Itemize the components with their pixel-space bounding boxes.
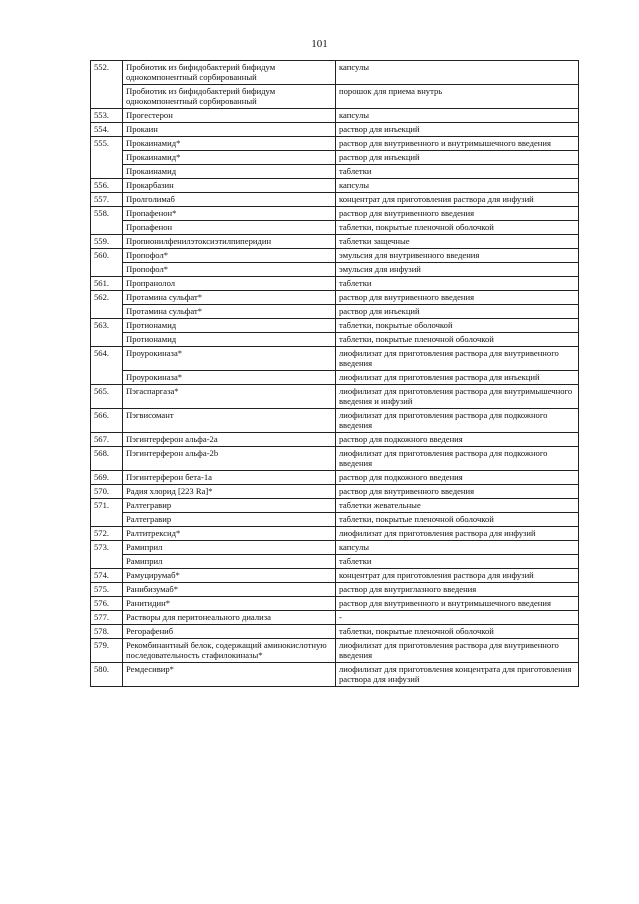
row-number: 561.	[91, 277, 123, 291]
row-number: 560.	[91, 249, 123, 277]
row-number: 578.	[91, 625, 123, 639]
dosage-form-cell: лиофилизат для приготовления раствора для инъекций	[336, 371, 579, 385]
drug-name-cell: Пропофол*	[123, 263, 336, 277]
drug-name-cell: Пропафенон	[123, 221, 336, 235]
dosage-form-cell: таблетки, покрытые пленочной оболочкой	[336, 513, 579, 527]
drug-name-cell: Прогестерон	[123, 109, 336, 123]
dosage-form-cell: таблетки	[336, 165, 579, 179]
dosage-form-cell: лиофилизат для приготовления раствора для внутривенного введения	[336, 639, 579, 663]
table-row	[91, 235, 579, 249]
row-number: 555.	[91, 137, 123, 179]
drug-name-cell: Пэгинтерферон альфа-2b	[123, 447, 336, 471]
dosage-form-cell: раствор для инъекций	[336, 123, 579, 137]
table-row	[91, 137, 579, 151]
table-row	[91, 151, 579, 165]
table-row	[91, 611, 579, 625]
table-row	[91, 471, 579, 485]
dosage-form-cell: концентрат для приготовления раствора для инфузий	[336, 193, 579, 207]
row-number: 553.	[91, 109, 123, 123]
table-row	[91, 541, 579, 555]
table-row	[91, 85, 579, 109]
row-number: 574.	[91, 569, 123, 583]
drug-name-cell: Пэгинтерферон бета-1a	[123, 471, 336, 485]
dosage-form-cell: раствор для подкожного введения	[336, 433, 579, 447]
drug-name-cell: Пропофол*	[123, 249, 336, 263]
table-row	[91, 625, 579, 639]
table-row	[91, 263, 579, 277]
row-number: 554.	[91, 123, 123, 137]
dosage-form-cell: капсулы	[336, 541, 579, 555]
table-row	[91, 291, 579, 305]
drug-name-cell: Прокаин	[123, 123, 336, 137]
dosage-form-cell: лиофилизат для приготовления раствора для подкожного введения	[336, 447, 579, 471]
dosage-form-cell: концентрат для приготовления раствора для инфузий	[336, 569, 579, 583]
drug-name-cell: Ранибизумаб*	[123, 583, 336, 597]
table-row	[91, 663, 579, 687]
row-number: 563.	[91, 319, 123, 347]
row-number: 580.	[91, 663, 123, 687]
dosage-form-cell: эмульсия для инфузий	[336, 263, 579, 277]
dosage-form-cell: капсулы	[336, 109, 579, 123]
dosage-form-cell: раствор для внутривенного и внутримышечного введения	[336, 137, 579, 151]
table-row	[91, 179, 579, 193]
table-row	[91, 433, 579, 447]
row-number: 558.	[91, 207, 123, 235]
drug-name-cell: Ралтитрексид*	[123, 527, 336, 541]
drug-name-cell: Ранитидин*	[123, 597, 336, 611]
drug-name-cell: Протионамид	[123, 333, 336, 347]
dosage-form-cell: таблетки, покрытые оболочкой	[336, 319, 579, 333]
table-row	[91, 597, 579, 611]
drug-name-cell: Ремдесивир*	[123, 663, 336, 687]
drug-name-cell: Радия хлорид [223 Ra]*	[123, 485, 336, 499]
dosage-form-cell: раствор для внутривенного введения	[336, 207, 579, 221]
row-number: 576.	[91, 597, 123, 611]
table-row	[91, 371, 579, 385]
dosage-form-cell: раствор для внутривенного и внутримышечного введения	[336, 597, 579, 611]
drug-name-cell: Пропафенон*	[123, 207, 336, 221]
table-row	[91, 319, 579, 333]
drug-name-cell: Прокарбазин	[123, 179, 336, 193]
dosage-form-cell: таблетки	[336, 555, 579, 569]
dosage-form-cell: капсулы	[336, 61, 579, 85]
drug-name-cell: Пэгвисомант	[123, 409, 336, 433]
drug-name-cell: Проурокиназа*	[123, 371, 336, 385]
drug-name-cell: Ралтегравир	[123, 513, 336, 527]
dosage-form-cell: -	[336, 611, 579, 625]
row-number: 567.	[91, 433, 123, 447]
table-row	[91, 569, 579, 583]
drug-name-cell: Протамина сульфат*	[123, 305, 336, 319]
drug-name-cell: Пробиотик из бифидобактерий бифидум однокомпонентный сорбированный	[123, 85, 336, 109]
table-row	[91, 385, 579, 409]
table-row	[91, 409, 579, 433]
table-row	[91, 277, 579, 291]
dosage-form-cell: раствор для внутривенного введения	[336, 485, 579, 499]
drug-name-cell: Прокаинамид*	[123, 151, 336, 165]
dosage-form-cell: эмульсия для внутривенного введения	[336, 249, 579, 263]
table-row	[91, 109, 579, 123]
table-row	[91, 447, 579, 471]
dosage-form-cell: таблетки, покрытые пленочной оболочкой	[336, 625, 579, 639]
dosage-form-cell: таблетки защечные	[336, 235, 579, 249]
row-number: 577.	[91, 611, 123, 625]
dosage-form-cell: раствор для инъекций	[336, 151, 579, 165]
drug-name-cell: Пролголимаб	[123, 193, 336, 207]
dosage-form-cell: таблетки	[336, 277, 579, 291]
drug-name-cell: Прокаинамид*	[123, 137, 336, 151]
drug-name-cell: Пэгаспаргаза*	[123, 385, 336, 409]
drug-name-cell: Пэгинтерферон альфа-2a	[123, 433, 336, 447]
row-number: 556.	[91, 179, 123, 193]
row-number: 564.	[91, 347, 123, 385]
drug-name-cell: Протамина сульфат*	[123, 291, 336, 305]
drug-name-cell: Растворы для перитонеального диализа	[123, 611, 336, 625]
row-number: 568.	[91, 447, 123, 471]
row-number: 562.	[91, 291, 123, 319]
drug-name-cell: Рекомбинантный белок, содержащий аминокислотную последовательность стафилокиназы*	[123, 639, 336, 663]
table-row	[91, 583, 579, 597]
table-row	[91, 305, 579, 319]
table-row	[91, 347, 579, 371]
table-row	[91, 513, 579, 527]
row-number: 575.	[91, 583, 123, 597]
table-row	[91, 527, 579, 541]
table-body	[91, 61, 579, 687]
table-row	[91, 61, 579, 85]
row-number: 566.	[91, 409, 123, 433]
table-row	[91, 221, 579, 235]
row-number: 552.	[91, 61, 123, 109]
row-number: 572.	[91, 527, 123, 541]
drug-name-cell: Рамуцирумаб*	[123, 569, 336, 583]
dosage-form-cell: раствор для внутриглазного введения	[336, 583, 579, 597]
dosage-form-cell: раствор для внутривенного введения	[336, 291, 579, 305]
drug-name-cell: Проурокиназа*	[123, 347, 336, 371]
row-number: 579.	[91, 639, 123, 663]
dosage-form-cell: лиофилизат для приготовления раствора для подкожного введения	[336, 409, 579, 433]
drug-name-cell: Протионамид	[123, 319, 336, 333]
drug-name-cell: Ралтегравир	[123, 499, 336, 513]
drug-name-cell: Пробиотик из бифидобактерий бифидум однокомпонентный сорбированный	[123, 61, 336, 85]
drug-name-cell: Пропионилфенилэтоксиэтилпиперидин	[123, 235, 336, 249]
row-number: 573.	[91, 541, 123, 569]
row-number: 569.	[91, 471, 123, 485]
dosage-form-cell: таблетки, покрытые пленочной оболочкой	[336, 221, 579, 235]
table-row	[91, 249, 579, 263]
dosage-form-cell: капсулы	[336, 179, 579, 193]
row-number: 557.	[91, 193, 123, 207]
dosage-form-cell: таблетки жевательные	[336, 499, 579, 513]
drug-name-cell: Регорафениб	[123, 625, 336, 639]
dosage-form-cell: лиофилизат для приготовления раствора для инфузий	[336, 527, 579, 541]
dosage-form-cell: лиофилизат для приготовления раствора для внутримышечного введения и инфузий	[336, 385, 579, 409]
table-row	[91, 207, 579, 221]
row-number: 570.	[91, 485, 123, 499]
row-number: 565.	[91, 385, 123, 409]
drug-table	[90, 60, 579, 687]
table-row	[91, 333, 579, 347]
page-number: 101	[311, 38, 328, 50]
row-number: 559.	[91, 235, 123, 249]
table-row	[91, 499, 579, 513]
drug-name-cell: Прокаинамид	[123, 165, 336, 179]
dosage-form-cell: раствор для инъекций	[336, 305, 579, 319]
table-row	[91, 555, 579, 569]
drug-name-cell: Рамиприл	[123, 555, 336, 569]
table-row	[91, 165, 579, 179]
table-row	[91, 123, 579, 137]
dosage-form-cell: лиофилизат для приготовления концентрата для приготовления раствора для инфузий	[336, 663, 579, 687]
row-number: 571.	[91, 499, 123, 527]
drug-name-cell: Рамиприл	[123, 541, 336, 555]
table-row	[91, 639, 579, 663]
drug-name-cell: Пропранолол	[123, 277, 336, 291]
dosage-form-cell: раствор для подкожного введения	[336, 471, 579, 485]
dosage-form-cell: лиофилизат для приготовления раствора для внутривенного введения	[336, 347, 579, 371]
dosage-form-cell: порошок для приема внутрь	[336, 85, 579, 109]
dosage-form-cell: таблетки, покрытые пленочной оболочкой	[336, 333, 579, 347]
table-row	[91, 193, 579, 207]
table-row	[91, 485, 579, 499]
